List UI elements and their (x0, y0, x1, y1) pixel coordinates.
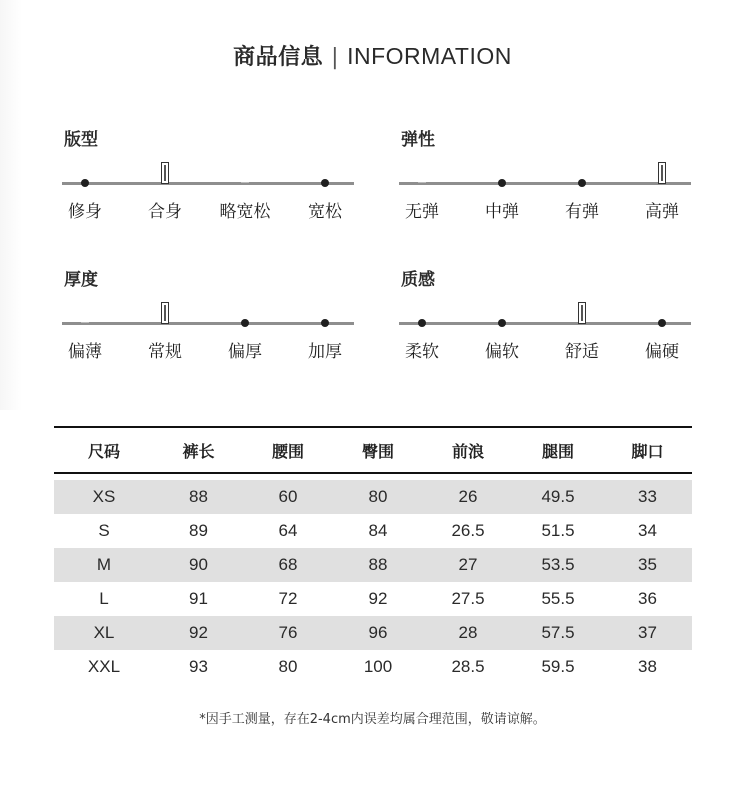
scale-option-label: 舒适 (565, 342, 599, 362)
table-cell: 92 (154, 616, 243, 650)
scale-point (498, 319, 506, 327)
attribute-thickness (62, 268, 354, 378)
attribute-name: 版型 (64, 130, 98, 150)
title-cn: 商品信息 (233, 45, 324, 70)
column-header: 脚口 (603, 427, 692, 473)
table-cell: 51.5 (541, 521, 575, 540)
scale-option-label: 中弹 (485, 202, 519, 222)
table-cell: 91 (189, 589, 208, 608)
scale-option-label: 柔软 (405, 342, 439, 362)
scale-selected-marker (161, 302, 169, 324)
table-cell: 53.5 (513, 548, 603, 582)
table-row (54, 480, 692, 514)
scale-option-label: 略宽松 (219, 202, 271, 222)
table-cell: 92 (368, 589, 388, 608)
table-cell: 72 (278, 589, 298, 608)
column-header: 裤长 (154, 427, 243, 473)
table-row (54, 650, 692, 684)
column-header: 前浪 (423, 427, 513, 473)
table-cell: 36 (638, 589, 657, 608)
attribute-stretch (399, 128, 691, 238)
scale-track (399, 182, 691, 185)
scale-option-label: 宽松 (308, 202, 342, 222)
scale-option-label: 偏薄 (68, 342, 102, 362)
table-row (54, 514, 692, 548)
column-header: 尺码 (54, 427, 154, 473)
scale-tick (241, 182, 249, 183)
scale-option-label: 常规 (148, 342, 182, 362)
table-cell: 60 (243, 480, 333, 514)
scale-option-label: 有弹 (565, 202, 599, 222)
table-cell: 96 (333, 616, 423, 650)
table-cell: 89 (189, 521, 208, 540)
table-cell: XL (54, 616, 154, 650)
scale-selected-marker (161, 162, 169, 184)
scale-option-label: 偏厚 (228, 342, 262, 362)
size-table-header (54, 427, 692, 473)
scale-option-label: 偏软 (485, 342, 519, 362)
table-cell: 90 (154, 548, 243, 582)
table-cell: S (98, 521, 110, 540)
table-cell: 34 (638, 521, 657, 540)
scale-selected-marker (578, 302, 586, 324)
scale-track (62, 322, 354, 325)
page-title (0, 38, 745, 76)
table-cell: 38 (638, 657, 657, 676)
scale-tick (81, 322, 89, 323)
table-cell: 64 (278, 521, 298, 540)
table-cell: 28.5 (451, 657, 485, 676)
table-cell: 68 (243, 548, 333, 582)
size-table (54, 426, 692, 684)
scale-point (498, 179, 506, 187)
scale-point (241, 319, 249, 327)
table-cell: 88 (154, 480, 243, 514)
table-cell: 26 (423, 480, 513, 514)
scale-tick (418, 182, 426, 183)
table-cell: 37 (603, 616, 692, 650)
measurement-note: *因手工测量，存在2-4cm内误差均属合理范围，敬请谅解。 (199, 712, 546, 727)
table-cell: 33 (603, 480, 692, 514)
scale-point (321, 179, 329, 187)
table-cell: 59.5 (541, 657, 575, 676)
attribute-name: 质感 (401, 270, 435, 290)
attribute-name: 厚度 (64, 270, 98, 290)
table-spacer-cell (54, 473, 692, 480)
attribute-texture (399, 268, 691, 378)
table-cell: 80 (278, 657, 298, 676)
table-cell: 80 (333, 480, 423, 514)
scale-option-label: 加厚 (308, 342, 342, 362)
table-cell: 57.5 (513, 616, 603, 650)
table-cell: 88 (333, 548, 423, 582)
scale-point (321, 319, 329, 327)
column-header: 臀围 (333, 427, 423, 473)
attribute-name: 弹性 (401, 130, 435, 150)
table-cell: 84 (368, 521, 388, 540)
scale-option-label: 修身 (68, 202, 102, 222)
table-spacer (54, 473, 692, 480)
scale-point (81, 179, 89, 187)
scale-selected-marker (658, 162, 666, 184)
table-cell: M (54, 548, 154, 582)
column-header: 腿围 (513, 427, 603, 473)
table-row (54, 616, 692, 650)
scale-option-label: 无弹 (405, 202, 439, 222)
table-cell: 100 (363, 657, 393, 676)
table-cell: 28 (423, 616, 513, 650)
table-cell: 26.5 (451, 521, 485, 540)
scale-track (62, 182, 354, 185)
table-cell: 49.5 (513, 480, 603, 514)
table-cell: XXL (87, 657, 121, 676)
title-separator: | (331, 45, 340, 70)
scale-point (578, 179, 586, 187)
scale-point (418, 319, 426, 327)
scale-option-label: 偏硬 (645, 342, 679, 362)
table-cell: L (99, 589, 109, 608)
attribute-fit (62, 128, 354, 238)
scale-option-label: 高弹 (645, 202, 679, 222)
scale-point (658, 319, 666, 327)
table-cell: XS (54, 480, 154, 514)
table-row (54, 548, 692, 582)
table-cell: 27 (423, 548, 513, 582)
scale-track (399, 322, 691, 325)
table-cell: 76 (243, 616, 333, 650)
table-cell: 27.5 (451, 589, 485, 608)
scale-option-label: 合身 (148, 202, 182, 222)
title-en: INFORMATION (347, 43, 512, 69)
table-row (54, 582, 692, 616)
table-cell: 93 (189, 657, 208, 676)
table-cell: 55.5 (541, 589, 575, 608)
table-cell: 35 (603, 548, 692, 582)
column-header: 腰围 (243, 427, 333, 473)
